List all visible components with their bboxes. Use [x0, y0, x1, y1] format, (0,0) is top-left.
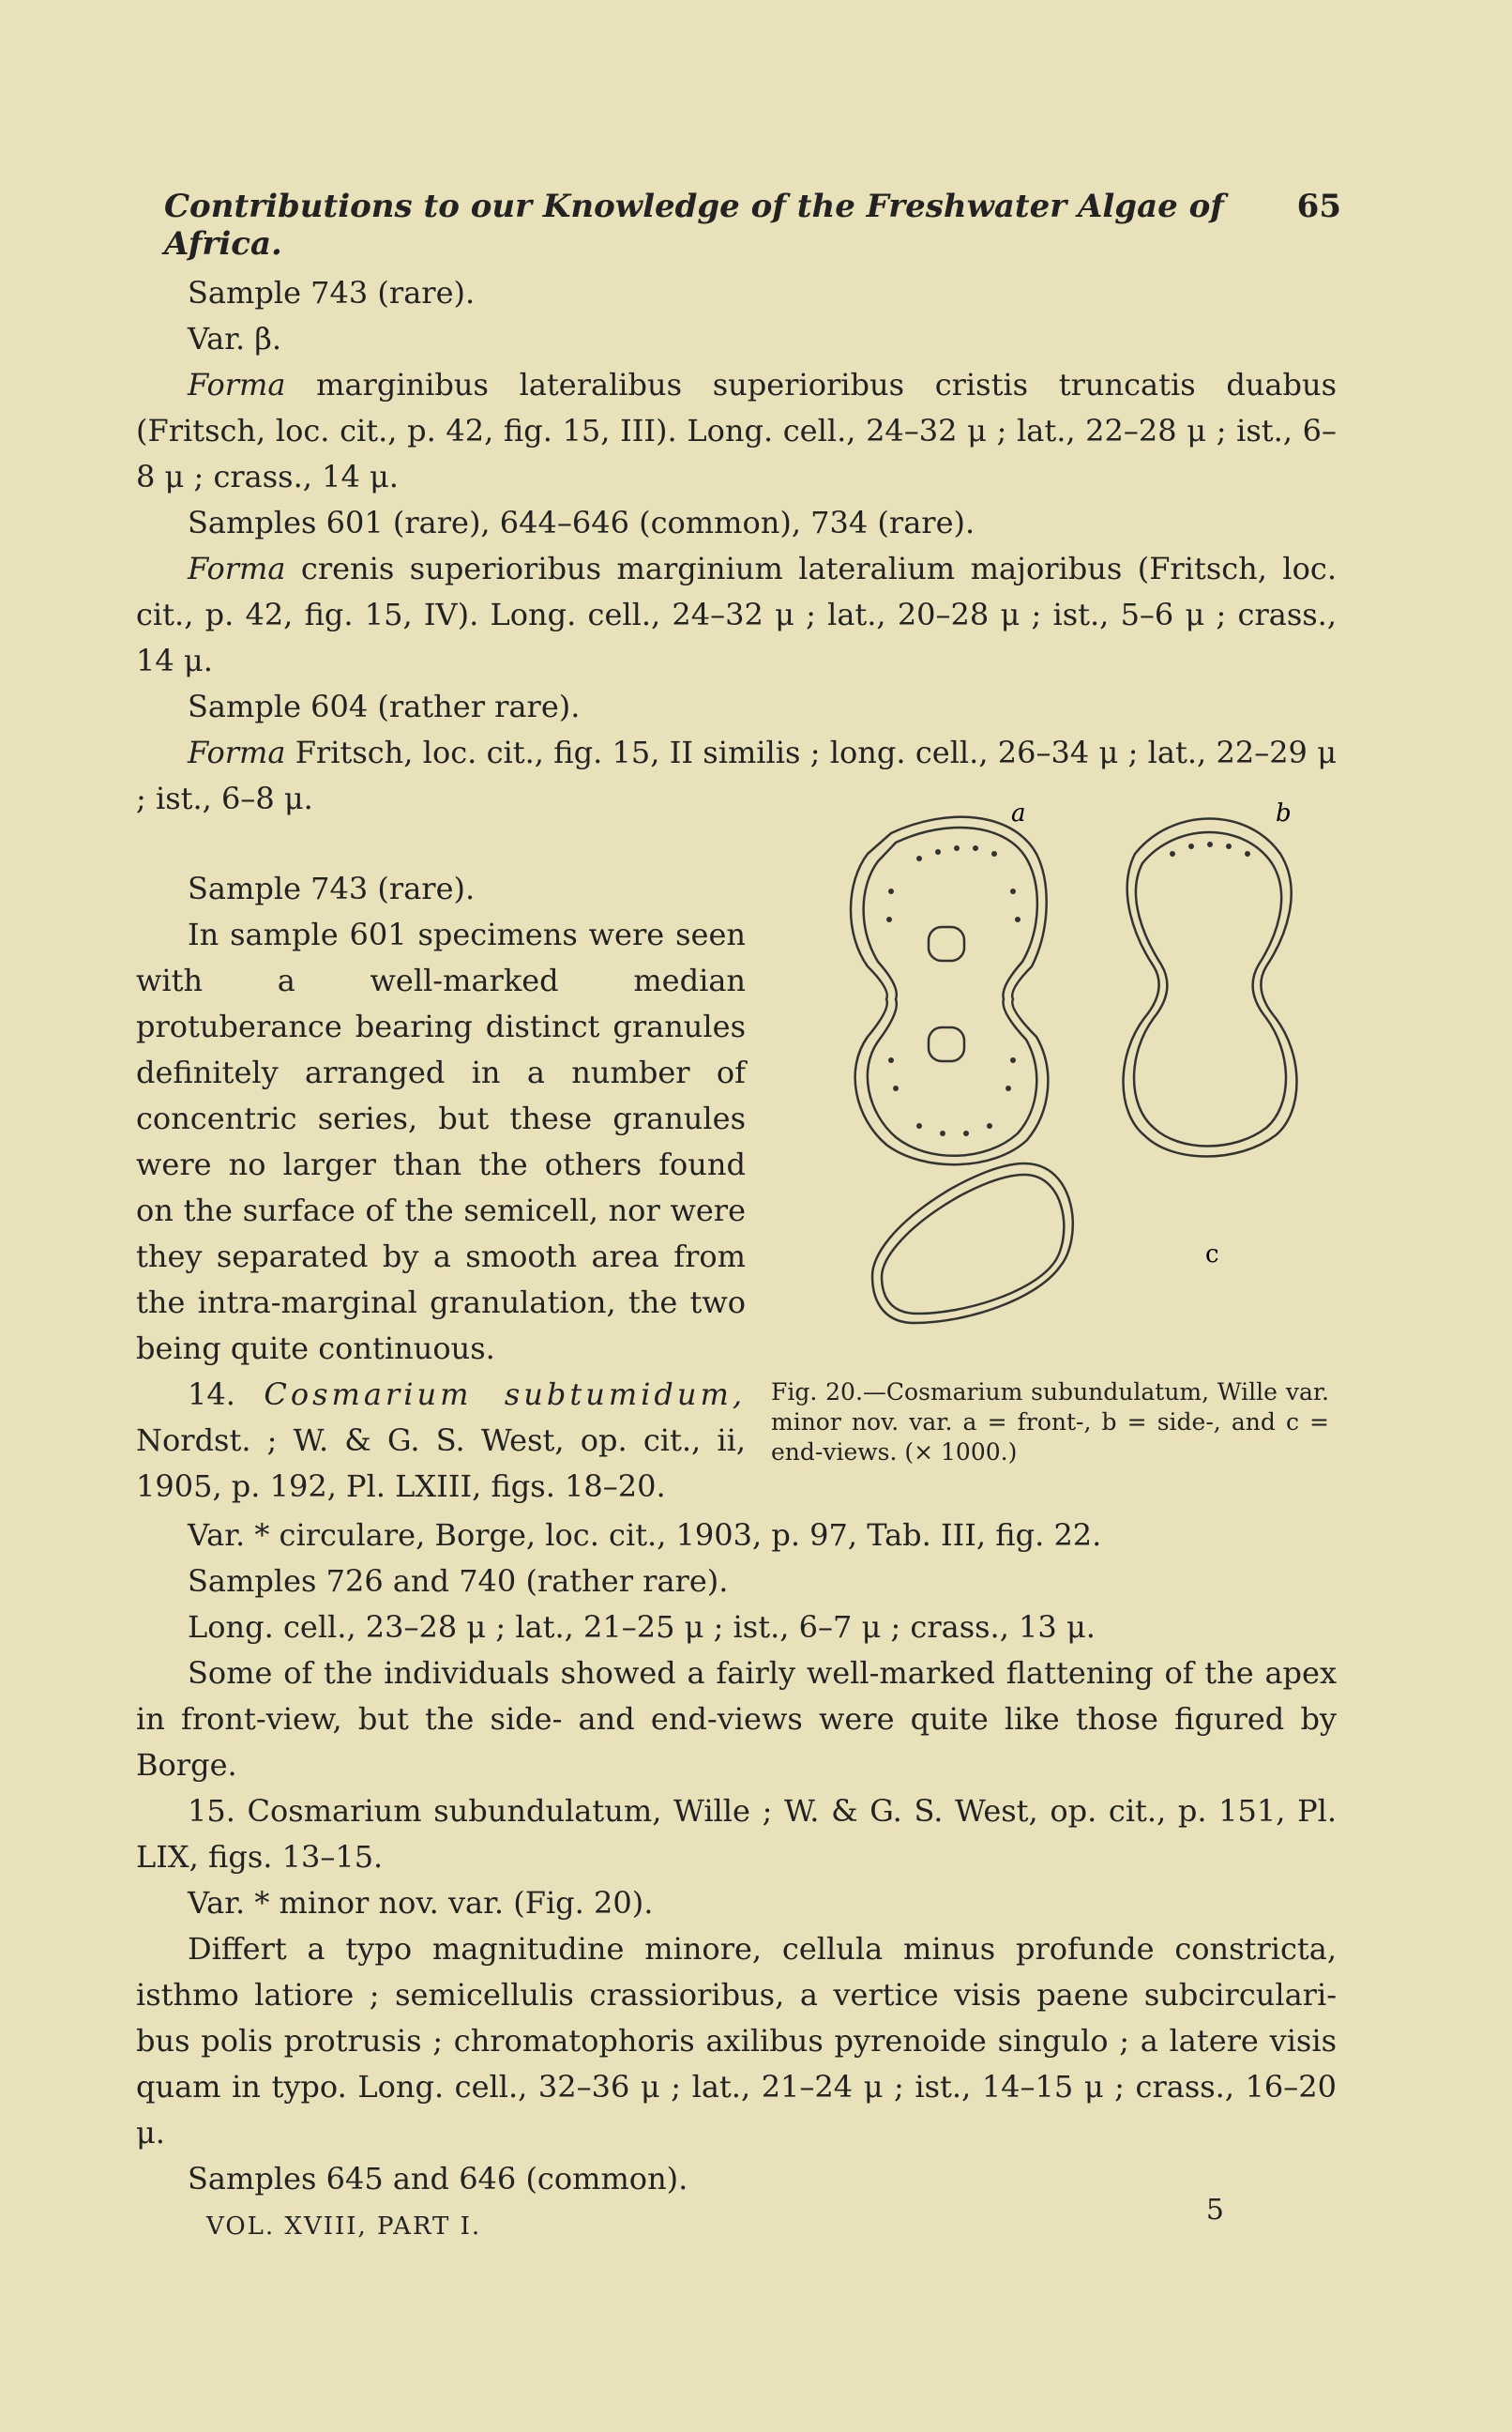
paragraph: Long. cell., 23–28 μ ; lat., 21–25 μ ; ist., 6–7 μ ; crass., 13 μ. — [188, 1609, 1096, 1645]
paragraph: Sample 743 (rare). — [188, 275, 476, 311]
label-c: c — [1205, 1240, 1219, 1269]
paragraph: Var. * minor nov. var. (Fig. 20). — [188, 1885, 654, 1921]
body-bottom — [136, 1512, 1337, 2202]
paragraph: In sample 601 specimens were seen with a well-marked median protuberance bearing distinct granules definitely arranged in a number of concentric series, but these granules were no larger than the others found on the surface of the semicell, nor were they separated by a smooth area from the intra-marginal granulation, the two being quite continuous. — [136, 917, 746, 1366]
paragraph: Var. β. — [188, 321, 282, 357]
species-name: Cosmarium subtumidum, — [264, 1376, 747, 1412]
paragraph-text: crenis superioribus marginium lateralium majoribus (Fritsch, loc. cit., p. 42, fig. 15, IV). Long. cell., 24–32 μ ; lat., 20–28 μ ; ist., 5–6 μ ; crass., 14 μ. — [136, 551, 1337, 678]
paragraph: Samples 601 (rare), 644–646 (common), 734 (rare). — [188, 505, 975, 540]
species-heading — [136, 1372, 746, 1510]
side-view-outline — [1124, 819, 1297, 1157]
forma-label: Forma — [188, 735, 286, 770]
forma-label: Forma — [188, 367, 286, 403]
paragraph: Var. * circulare, Borge, loc. cit., 1903, p. 97, Tab. III, fig. 22. — [188, 1517, 1102, 1553]
volume-label: VOL. XVIII, PART I. — [206, 2212, 482, 2241]
forma-label: Forma — [188, 551, 286, 586]
paragraph — [136, 362, 1337, 500]
pyrenoid — [929, 927, 964, 961]
running-header — [164, 188, 1341, 263]
paragraph — [136, 546, 1337, 684]
paragraph: Differt a typo magnitudine minore, cellula minus profunde constricta, isthmo latiore ; semicellulis crassioribus, a vertice visis paene subcirculari-bus polis protrusis ; chromatophoris axilibus pyrenoide singulo ; a latere visis quam in typo. Long. cell., 32–36 μ ; lat., 21–24 μ ; ist., 14–15 μ ; crass., 16–20 μ. — [136, 1931, 1338, 2151]
page-footer — [206, 2194, 1285, 2241]
granules — [886, 842, 1250, 1136]
running-title: Contributions to our Knowledge of the Freshwater Algae of Africa. — [164, 188, 1224, 263]
paragraph-text: marginibus lateralibus superioribus cristis truncatis duabus (Fritsch, loc. cit., p. 42, fig. 15, III). Long. cell., 24–32 μ ; lat., 22–28 μ ; ist., 6–8 μ ; crass., 14 μ. — [136, 367, 1337, 494]
species-citation: Nordst. ; W. & G. S. West, op. cit., ii, 1905, p. 192, Pl. LXIII, figs. 18–20. — [136, 1422, 746, 1504]
pyrenoid — [929, 1027, 964, 1061]
paragraph: Sample 604 (rather rare). — [188, 689, 581, 724]
paragraph: Samples 726 and 740 (rather rare). — [188, 1563, 729, 1599]
front-view-inner — [864, 828, 1037, 1156]
end-view-outline — [872, 1163, 1073, 1323]
paragraph: Some of the individuals showed a fairly well-marked flattening of the apex in front-view, but the side- and end-views were quite like those figured by Borge. — [136, 1655, 1337, 1783]
paragraph: Samples 645 and 646 (common). — [188, 2161, 688, 2196]
paragraph-text: Fritsch, loc. cit., fig. 15, II similis ; long. cell., 26–34 μ ; lat., 22–29 μ ; ist., 6–8 μ. — [136, 735, 1337, 816]
label-b: b — [1276, 799, 1292, 828]
figure-caption: Fig. 20.—Cosmarium subundulatum, Wille var. minor nov. var. a = front-, b = side-, and c = end-views. (× 1000.) — [771, 1378, 1329, 1466]
side-view-inner — [1134, 832, 1286, 1147]
paragraph: Sample 743 (rare). — [188, 871, 476, 906]
label-a: a — [1011, 799, 1026, 828]
body-narrow — [136, 866, 746, 1510]
page-number: 65 — [1296, 188, 1341, 225]
paragraph: 15. Cosmarium subundulatum, Wille ; W. & G. S. West, op. cit., p. 151, Pl. LIX, figs. 13–15. — [136, 1793, 1337, 1875]
signature-mark: 5 — [1205, 2194, 1224, 2227]
species-number: 14. — [188, 1376, 235, 1412]
figure-20 — [779, 788, 1341, 1379]
front-view-outline — [851, 817, 1048, 1165]
body-top — [136, 270, 1337, 822]
cosmarium-drawing — [779, 788, 1341, 1379]
end-view-inner — [882, 1175, 1064, 1314]
